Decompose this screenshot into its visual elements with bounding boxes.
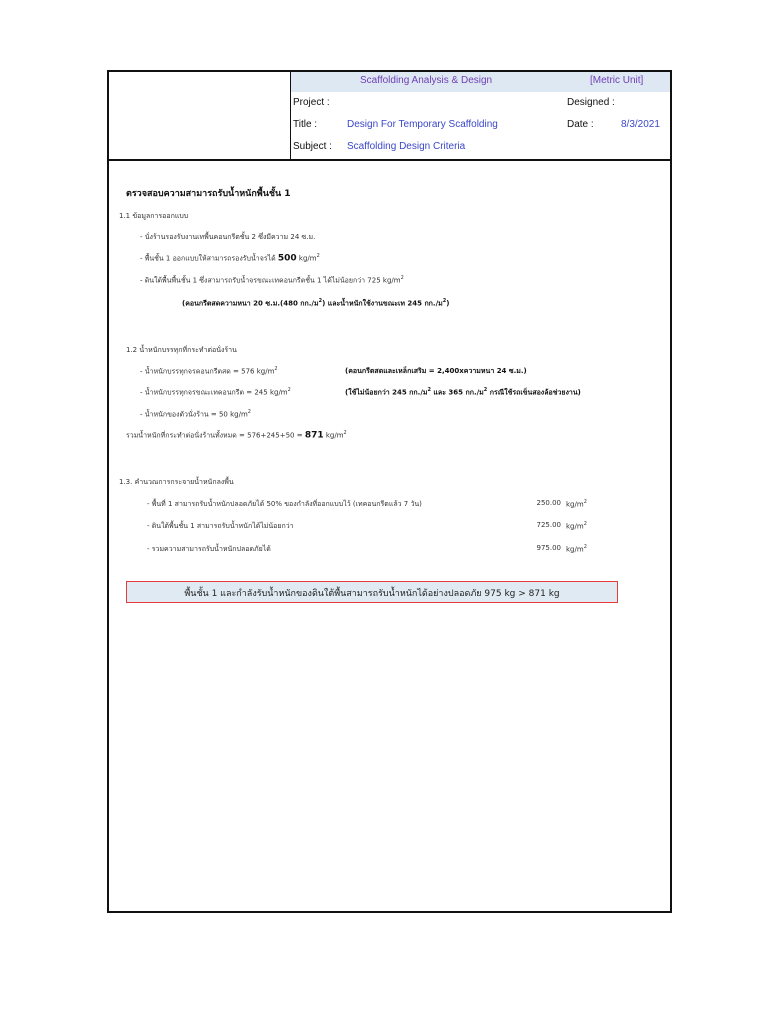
subject-value: Scaffolding Design Criteria [347, 141, 466, 152]
s2-total-unit: kg/m [325, 431, 344, 440]
s2-line-1-text: - น้ำหนักบรรทุกจรคอนกรีตสด = 576 kg/m [140, 367, 275, 376]
s2-line-2-note: (ใช้ไม่น้อยกว่า 245 กก./ม$^2$ และ 365 กก./ม$^2$ กรณีใช้รถเข็นสองล้อช่วยงาน) [345, 387, 581, 397]
unit-label: [Metric Unit] [590, 75, 644, 86]
s2-line-1: - น้ำหนักบรรทุกจรคอนกรีตสด = 576 $kg/m^2$ [140, 366, 278, 376]
s3-row-3-unit: $kg/m^2$ [566, 544, 587, 554]
date-value: 8/3/2021 [621, 119, 660, 130]
s1-line-1: - นั่งร้านรองรับงานเทพื้นคอนกรีตชั้น 2 ซึ่งมีความ 24 ซ.ม. [140, 233, 316, 241]
project-label: Project : [293, 97, 330, 108]
s3-row-3-value: 975.00 [536, 544, 561, 552]
s1-note-end: ) [446, 299, 450, 308]
conclusion-box [126, 581, 618, 603]
s2-line-2-note-end: กรณีใช้รถเข็นสองล้อช่วยงาน) [487, 388, 581, 397]
total-load-value: 871 [304, 430, 324, 441]
app-name: Scaffolding Analysis & Design [360, 75, 493, 86]
section-1-2-heading: 1.2 น้ำหนักบรรทุกที่กระทำต่อนั่งร้าน [126, 346, 237, 354]
logo-area [109, 72, 291, 159]
s1-line-3: - ดินใต้พื้นพื้นชั้น 1 ซึ่งสามารถรับน้ำจรขณะเทคอนกรีตชั้น 1 ได้ไม่น้อยกว่า 725 $kg/m^2$ [140, 275, 404, 285]
s2-line-3: - น้ำหนักของตัวนั่งร้าน = 50 $kg/m^2$ [140, 409, 251, 419]
s2-line-2-text: - น้ำหนักบรรทุกจรขณะเทคอนกรีต = 245 kg/m [140, 388, 288, 397]
s2-line-2-note-mid: และ 365 กก./ม [430, 388, 484, 397]
sheet-header [109, 72, 670, 161]
s3-row-1-text: - พื้นที่ 1 สามารถรับน้ำหนักปลอดภัยได้ 50% ของกำลังที่ออกแบบไว้ (เทคอนกรีตแล้ว 7 วัน) [147, 500, 422, 508]
subject-label: Subject : [293, 141, 332, 152]
calculation-sheet [107, 70, 672, 913]
s3-row-1-value: 250.00 [536, 499, 561, 507]
s2-line-2-note-start: (ใช้ไม่น้อยกว่า 245 กก./ม [345, 388, 428, 397]
s3-row-3-text: - รวมความสามารถรับน้ำหนักปลอดภัยได้ [147, 545, 271, 553]
s2-line-2: - น้ำหนักบรรทุกจรขณะเทคอนกรีต = 245 $kg/m^2$ [140, 387, 291, 397]
designed-label: Designed : [567, 97, 615, 108]
date-label: Date : [567, 119, 594, 130]
s2-total-text: รวมน้ำหนักที่กระทำต่อนั่งร้านทั้งหมด = 576+245+50 = [126, 431, 303, 440]
s3-row-1-unit: $kg/m^2$ [566, 499, 587, 509]
s1-note-tail: ) และน้ำหนักใช้งานขณะเท 245 กก./ม [322, 299, 443, 308]
s1-note: (คอนกรีตสดความหนา 20 ซ.ม.(480 กก./ม$^2$) และน้ำหนักใช้งานขณะเท 245 กก./ม$^2$) [182, 298, 450, 308]
s2-total: รวมน้ำหนักที่กระทำต่อนั่งร้านทั้งหมด = 576+245+50 = 871 $kg/m^2$ [126, 430, 347, 441]
s3-row-2-value: 725.00 [536, 521, 561, 529]
s1-note-start: (คอนกรีตสดความหนา 20 ซ.ม.(480 กก./ม [182, 299, 319, 308]
s3-row-2-text: - ดินใต้พื้นชั้น 1 สามารถรับน้ำหนักได้ไม่น้อยกว่า [147, 522, 294, 530]
s3-row-2-unit-text: kg/m [566, 522, 584, 531]
title-label: Title : [293, 119, 318, 130]
s3-row-1-unit-text: kg/m [566, 500, 584, 509]
s1-line-2: - พื้นชั้น 1 ออกแบบให้สามารถรองรับน้ำจรได้ 500 $kg/m^2$ [140, 253, 320, 264]
s1-line-2-text: - พื้นชั้น 1 ออกแบบให้สามารถรองรับน้ำจรได้ [140, 254, 276, 263]
conclusion-text: พื้นชั้น 1 และกำลังรับน้ำหนักของดินใต้พื้นสามารถรับน้ำหนักได้อย่างปลอดภัย 975 kg > 871 kg [184, 589, 560, 599]
s2-line-1-note: (คอนกรีตสดและเหล็กเสริม = 2,400xความหนา 24 ซ.ม.) [345, 367, 527, 375]
section-1-3-heading: 1.3. คำนวณการกระจายน้ำหนักลงพื้น [119, 478, 234, 486]
main-heading: ตรวจสอบความสามารถรับน้ำหนักพื้นชั้น 1 [126, 189, 291, 199]
s3-row-2-unit: $kg/m^2$ [566, 521, 587, 531]
s1-line-3-text: - ดินใต้พื้นพื้นชั้น 1 ซึ่งสามารถรับน้ำจรขณะเทคอนกรีตชั้น 1 ได้ไม่น้อยกว่า 725 kg/m [140, 276, 401, 285]
title-value: Design For Temporary Scaffolding [347, 119, 498, 130]
s3-row-3-unit-text: kg/m [566, 545, 584, 554]
s2-line-3-text: - น้ำหนักของตัวนั่งร้าน = 50 kg/m [140, 410, 248, 419]
design-live-load: 500 [277, 253, 297, 264]
section-1-1-heading: 1.1 ข้อมูลการออกแบบ [119, 212, 189, 220]
s1-line-2-unit: kg/m [298, 254, 317, 263]
